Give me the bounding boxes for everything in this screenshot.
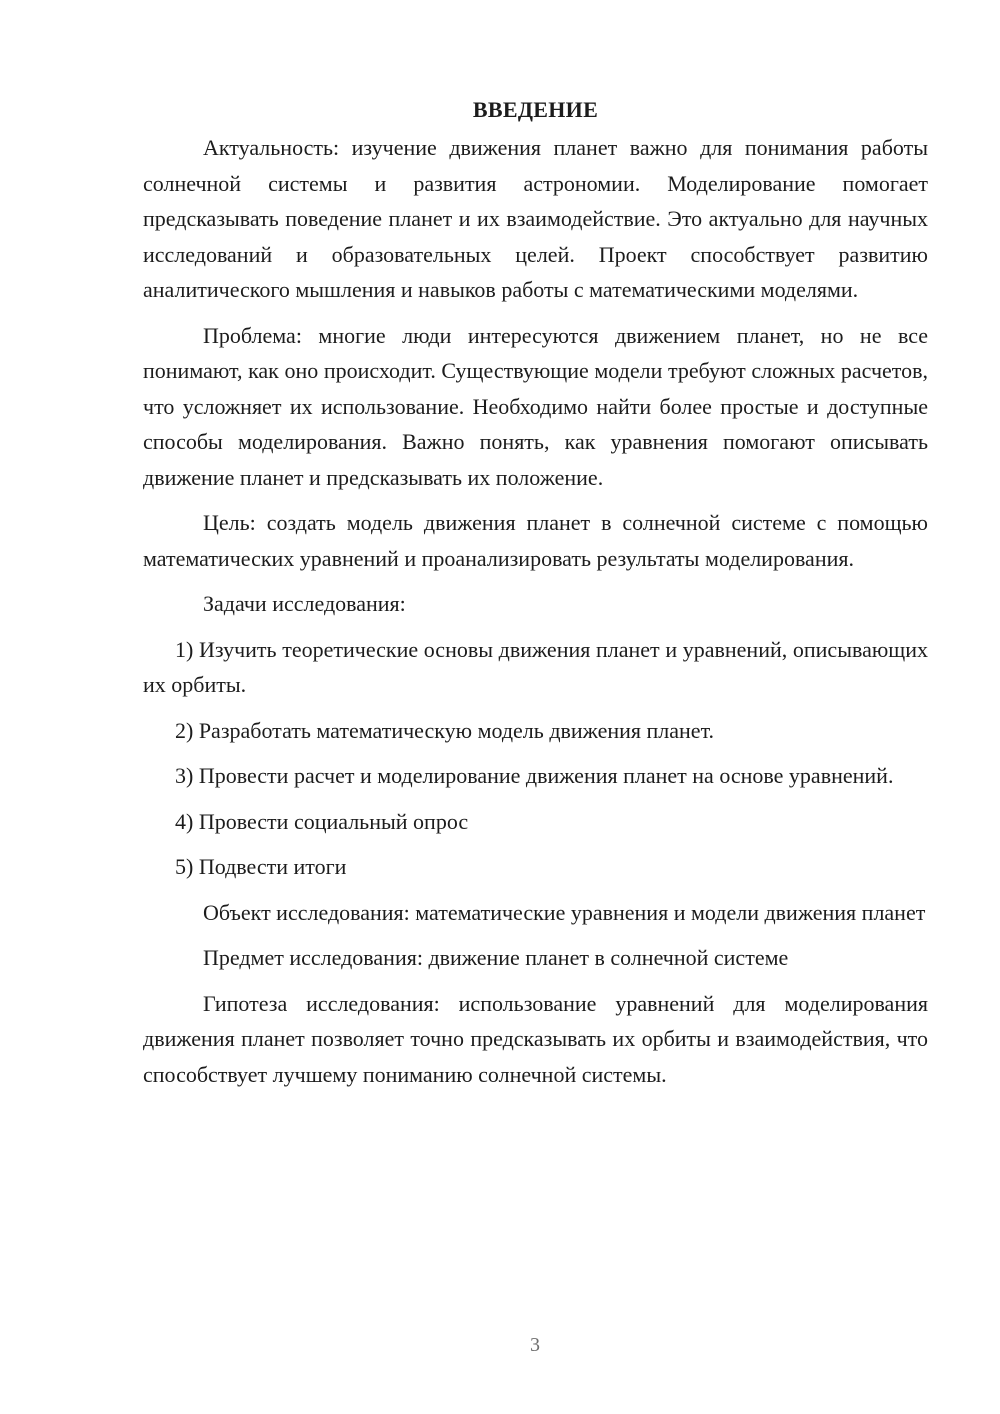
paragraph-relevance: Актуальность: изучение движения планет важно для понимания работы солнечной системы и развития астрономии. Моделирование помогает предсказывать поведение планет и их взаимодействие. Это актуально для научных исследований и образовательных целей. Проект способствует развитию аналитического мышления и навыков работы с математическими моделями.	[143, 135, 928, 302]
task-item-5: 5) Подвести итоги	[175, 854, 347, 879]
paragraph-subject: Предмет исследования: движение планет в солнечной системе	[203, 945, 789, 970]
section-title: ВВЕДЕНИЕ	[472, 97, 599, 122]
paragraph-problem: Проблема: многие люди интересуются движением планет, но не все понимают, как оно происходит. Существующие модели требуют сложных расчетов, что усложняет их использование. Необходимо найти более простые и доступные способы моделирования. Важно понять, как уравнения помогают описывать движение планет и предсказывать их положение.	[143, 322, 928, 490]
task-item-3: 3) Провести расчет и моделирование движения планет на основе уравнений.	[175, 763, 894, 788]
paragraph-object: Объект исследования: математические уравнения и модели движения планет	[203, 899, 926, 925]
task-item-2: 2) Разработать математическую модель движения планет.	[175, 717, 715, 743]
task-item-1: 1) Изучить теоретические основы движения планет и уравнений, описывающих их орбиты.	[143, 636, 928, 697]
paragraph-goal: Цель: создать модель движения планет в солнечной системе с помощью математических уравнений и проанализировать результаты моделирования.	[143, 510, 928, 571]
page-number: 3	[530, 1334, 540, 1356]
paragraph-tasks-heading: Задачи исследования:	[203, 591, 406, 616]
document-page	[143, 92, 928, 1092]
paragraph-hypothesis: Гипотеза исследования: использование уравнений для моделирования движения планет позволяет точно предсказывать их орбиты и взаимодействия, что способствует лучшему пониманию солнечной системы.	[143, 990, 928, 1087]
task-item-4: 4) Провести социальный опрос	[175, 808, 469, 834]
